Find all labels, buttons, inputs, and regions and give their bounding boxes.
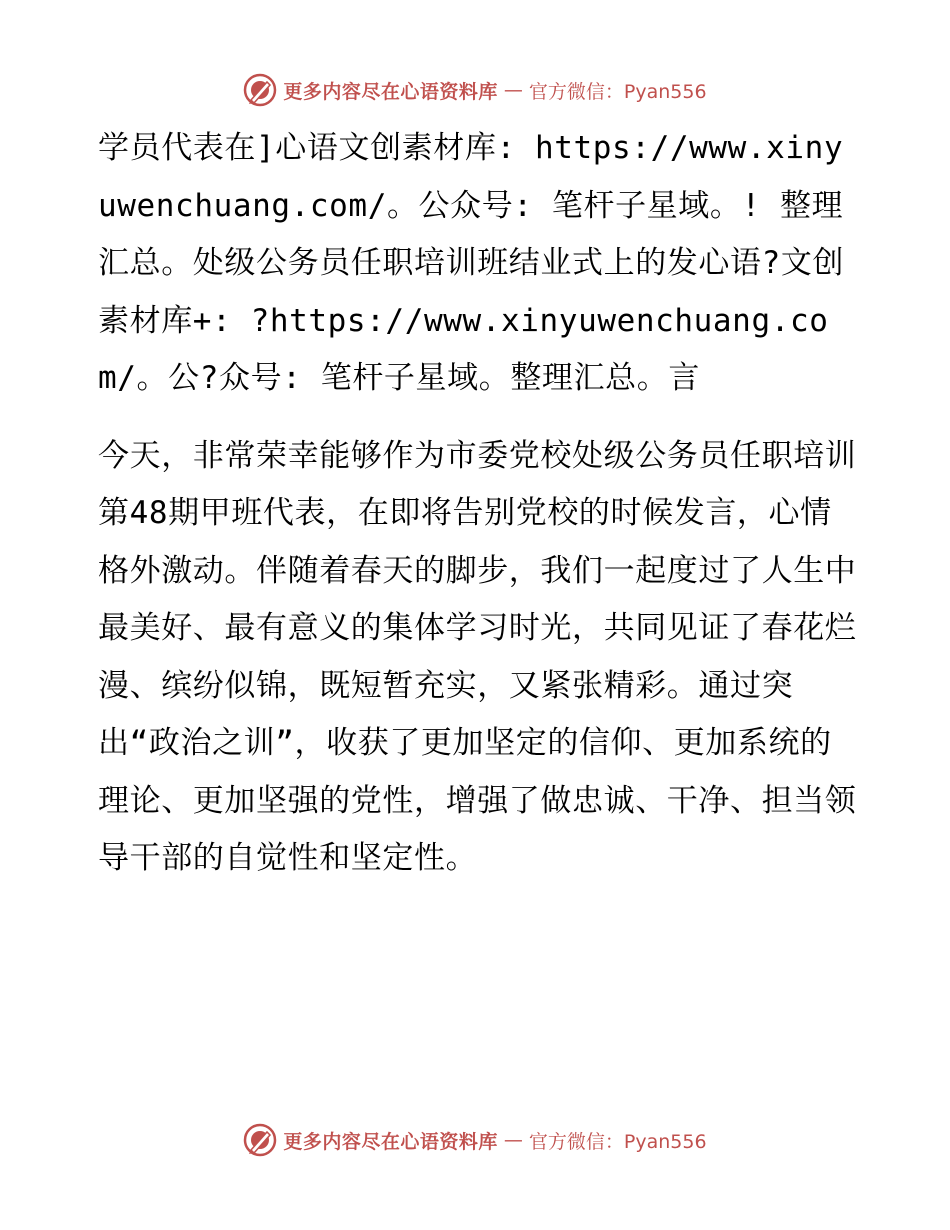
paragraph-speech: 今天，非常荣幸能够作为市委党校处级公务员任职培训第48期甲班代表，在即将告别党校的时候发言，心情格外激动。伴随着春天的脚步，我们一起度过了人生中最美好、最有意义的集体学习时光，共同见证了春花烂漫、缤纷似锦，既短暂充实，又紧张精彩。通过突出“政治之训”，收获了更加坚定的信仰、更加系统的理论、更加坚强的党性，增强了做忠诚、干净、担当领导干部的自觉性和坚定性。 [98, 437, 857, 876]
footer-banner-content [243, 1123, 706, 1157]
pen-logo-icon [243, 73, 277, 107]
header-banner-separator: — [503, 79, 523, 101]
header-banner-wechat: 官方微信：Pyan556 [528, 80, 707, 103]
footer-banner [0, 1120, 950, 1160]
header-banner-content [243, 73, 706, 107]
document-body [98, 120, 858, 888]
footer-banner-text: 更多内容尽在心语资料库 [283, 1130, 498, 1153]
paragraph-intro: 学员代表在]心语文创素材库: https://www.xinyuwenchuang.com/。公众号: 笔杆子星域。! 整理汇总。处级公务员任职培训班结业式上的发心语?文创素材库+: ?https://www.xinyuwenchuang.com/。公?众号: 笔杆子星域。整理汇总。言 [98, 130, 845, 396]
footer-banner-separator: — [503, 1129, 523, 1151]
header-banner [0, 70, 950, 110]
footer-banner-wechat: 官方微信：Pyan556 [528, 1130, 707, 1153]
pen-logo-icon [243, 1123, 277, 1157]
header-banner-text: 更多内容尽在心语资料库 [283, 80, 498, 103]
